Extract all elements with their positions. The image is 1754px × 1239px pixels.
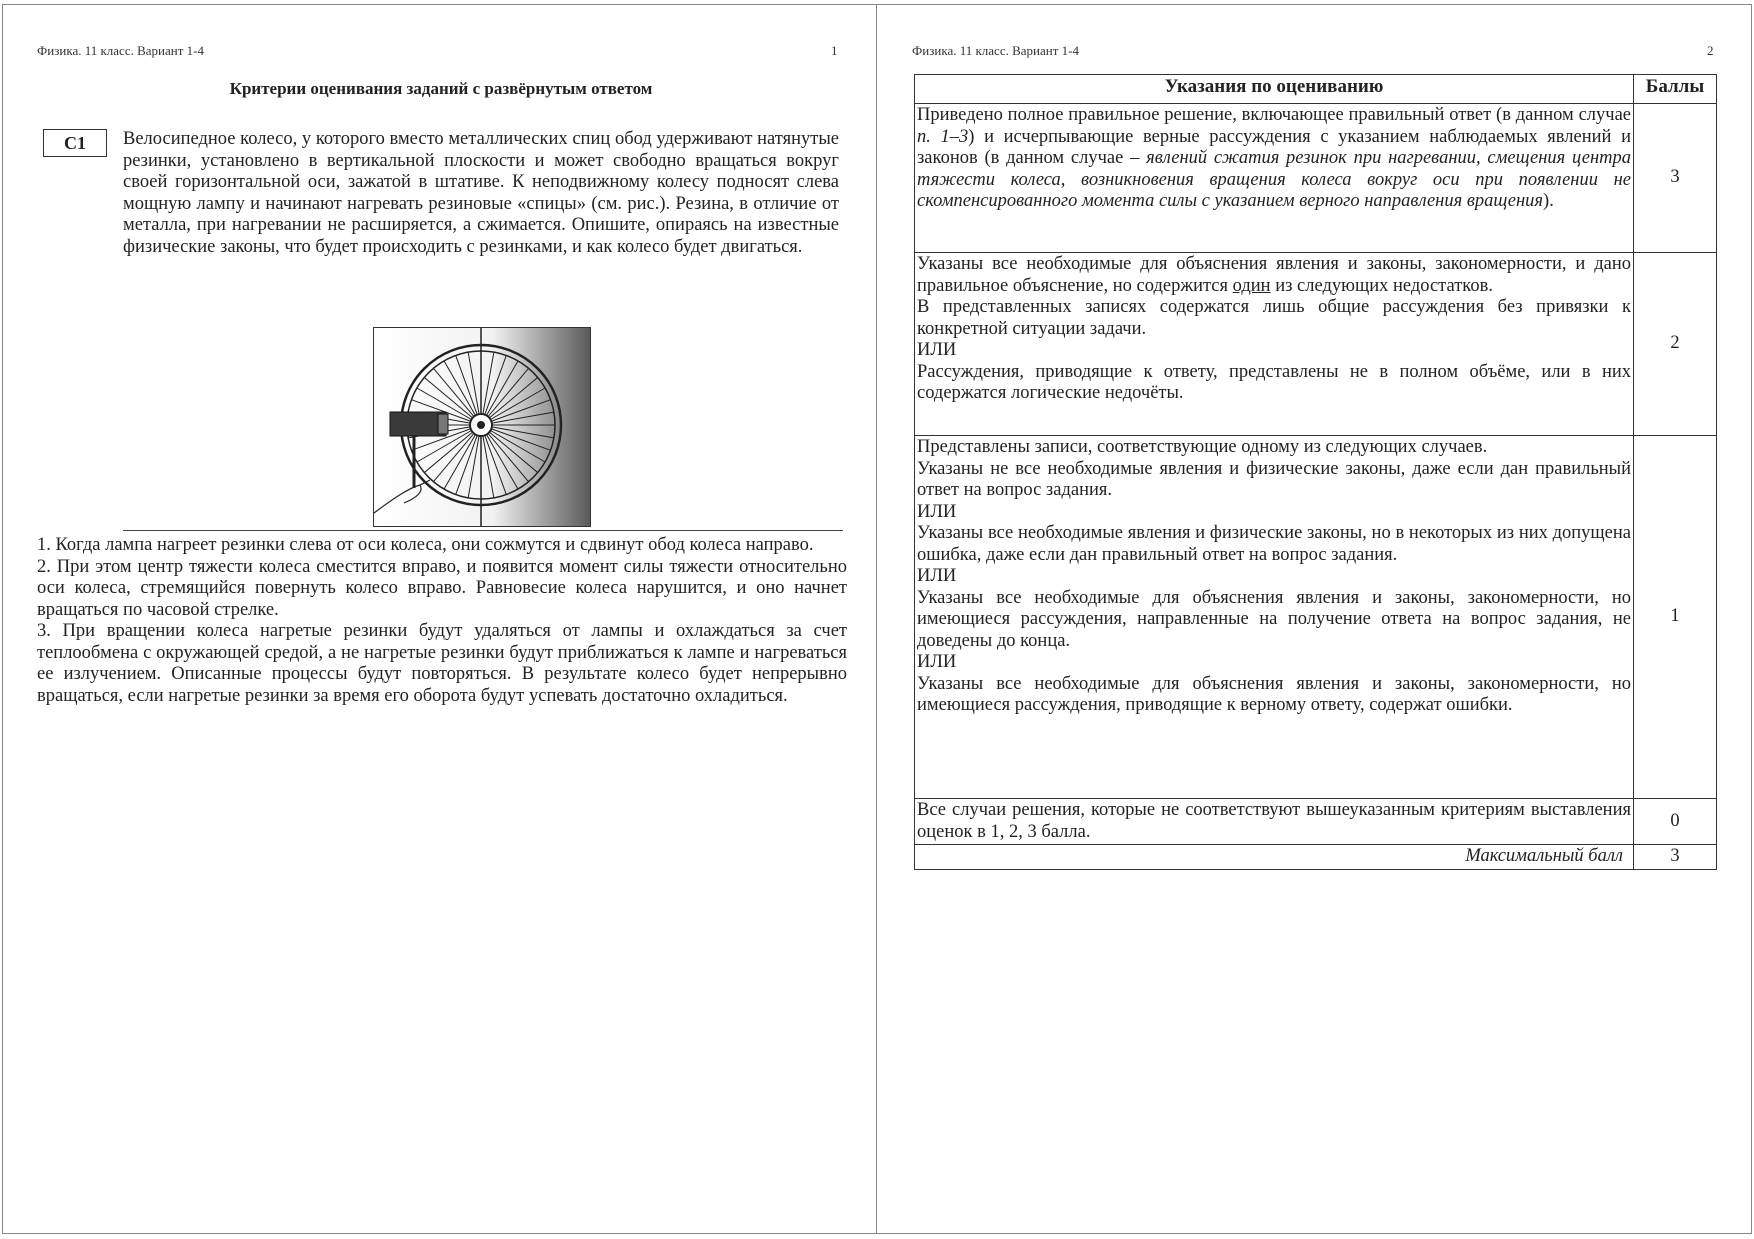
criteria-text-italic: п. 1–3 bbox=[917, 126, 969, 147]
criteria-text-italic: явлений сжатия резинок при нагревании, смещения центра тяжести колеса, возникновения вращения колеса вокруг оси при появлении не скомпенсированного момента силы с указанием верного направления вращения bbox=[917, 148, 1631, 211]
or-separator: ИЛИ bbox=[917, 566, 957, 586]
criteria-cell: Все случаи решения, которые не соответствуют вышеуказанным критериям выставления оценок в 1, 2, 3 балла. bbox=[915, 799, 1634, 845]
criteria-text: из следующих недостатков. bbox=[1275, 275, 1493, 296]
criteria-case: Указаны все необходимые явления и физические законы, но в некоторых из них допущена ошибка, даже если дан правильный ответ на вопрос задания. bbox=[917, 523, 1631, 565]
page-right bbox=[876, 4, 1752, 1234]
answer-text bbox=[37, 535, 847, 707]
table-row-score-2 bbox=[915, 253, 1717, 436]
wheel-figure bbox=[373, 327, 591, 527]
criteria-table bbox=[914, 74, 1717, 870]
answer-item-1: 1. Когда лампа нагреет резинки слева от оси колеса, они сожмутся и сдвинут обод колеса направо. bbox=[37, 535, 814, 555]
criteria-cell bbox=[915, 253, 1634, 436]
max-score-value: 3 bbox=[1634, 845, 1717, 870]
criteria-text: Приведено полное правильное решение, включающее правильный ответ (в данном случае bbox=[917, 105, 1631, 125]
points-cell: 2 bbox=[1634, 253, 1717, 436]
running-header-title: Физика. 11 класс. Вариант 1-4 bbox=[912, 43, 1079, 58]
column-header-instructions: Указания по оцениванию bbox=[915, 75, 1634, 104]
criteria-intro: Представлены записи, соответствующие одному из следующих случаев. bbox=[917, 437, 1488, 457]
wheel-illustration bbox=[374, 328, 590, 526]
criteria-intro bbox=[917, 254, 1631, 297]
page-number: 2 bbox=[1707, 43, 1714, 58]
table-row-max bbox=[915, 845, 1717, 870]
table-row-score-1 bbox=[915, 436, 1717, 799]
separator-line bbox=[123, 530, 843, 531]
criteria-cell bbox=[915, 436, 1634, 799]
page-number: 1 bbox=[831, 43, 838, 58]
criteria-cell bbox=[915, 104, 1634, 253]
answer-item-2: 2. При этом центр тяжести колеса сместится вправо, и появится момент силы тяжести относительно оси колеса, стремящийся повернуть колесо вправо. Равновесие колеса нарушится, и оно начнет вращаться по часовой стрелке. bbox=[37, 556, 847, 620]
column-header-points: Баллы bbox=[1634, 75, 1717, 104]
or-separator: ИЛИ bbox=[917, 652, 957, 672]
or-separator: ИЛИ bbox=[917, 340, 957, 360]
points-cell: 3 bbox=[1634, 104, 1717, 253]
points-cell: 0 bbox=[1634, 799, 1717, 845]
table-row-score-0 bbox=[915, 799, 1717, 845]
question-text: Велосипедное колесо, у которого вместо металлических спиц обод удерживают натянутые резинки, установлено в вертикальной плоскости и может свободно вращаться вокруг своей горизонтальной оси, зажатой в штативе. К неподвижному колесу подносят слева мощную лампу и начинают нагревать резиновые «спицы» (см. рис.). Резина, в отличие от металла, при нагревании не расширяется, а сжимается. Опишите, опираясь на известные физические законы, что будет происходить с резинками, и как колесо будет двигаться. bbox=[123, 129, 839, 257]
page-left bbox=[2, 4, 878, 1234]
criteria-case: Указаны все необходимые для объяснения явления и законы, закономерности, но имеющиеся рассуждения, приводящие к верному ответу, содержат ошибки. bbox=[917, 673, 1631, 715]
table-row-score-3 bbox=[915, 104, 1717, 253]
criteria-text: Указаны все необходимые для объяснения явления и законы, закономерности, и дано правильное объяснение, но содержится bbox=[917, 254, 1631, 296]
criteria-text: ). bbox=[1543, 191, 1554, 211]
answer-item-3: 3. При вращении колеса нагретые резинки будут удаляться от лампы и охлаждаться за счет теплообмена с окружающей средой, а не нагретые резинки будут приближаться к лампе и нагреваться ее излучением. Описанные процессы будут повторяться. В результате колесо будет непрерывно вращаться, если нагретые резинки за время его оборота будут успевать достаточно охладиться. bbox=[37, 621, 847, 706]
question-id-box: C1 bbox=[43, 129, 107, 157]
criteria-text: ) и исчерпывающие верные рассуждения с указанием наблюдаемых явлений и законов (в данном случае – bbox=[917, 126, 1631, 168]
max-score-label: Максимальный балл bbox=[915, 845, 1634, 870]
criteria-title: Критерии оценивания заданий с развёрнутым ответом bbox=[229, 79, 653, 98]
criteria-case: Указаны все необходимые для объяснения явления и законы, закономерности, но имеющиеся рассуждения, направленные на получение ответа на вопрос задания, не доведены до конца. bbox=[917, 587, 1631, 651]
criteria-case: Указаны не все необходимые явления и физические законы, даже если дан правильный ответ на вопрос задания. bbox=[917, 458, 1631, 500]
table-header-row bbox=[915, 75, 1717, 104]
criteria-text-underlined: один bbox=[1232, 275, 1271, 296]
criteria-case: Рассуждения, приводящие к ответу, представлены не в полном объёме, или в них содержатся логические недочёты. bbox=[917, 361, 1631, 403]
or-separator: ИЛИ bbox=[917, 501, 957, 522]
criteria-case: В представленных записях содержатся лишь общие рассуждения без привязки к конкретной ситуации задачи. bbox=[917, 297, 1631, 339]
running-header-title: Физика. 11 класс. Вариант 1-4 bbox=[37, 43, 204, 58]
points-cell: 1 bbox=[1634, 436, 1717, 799]
